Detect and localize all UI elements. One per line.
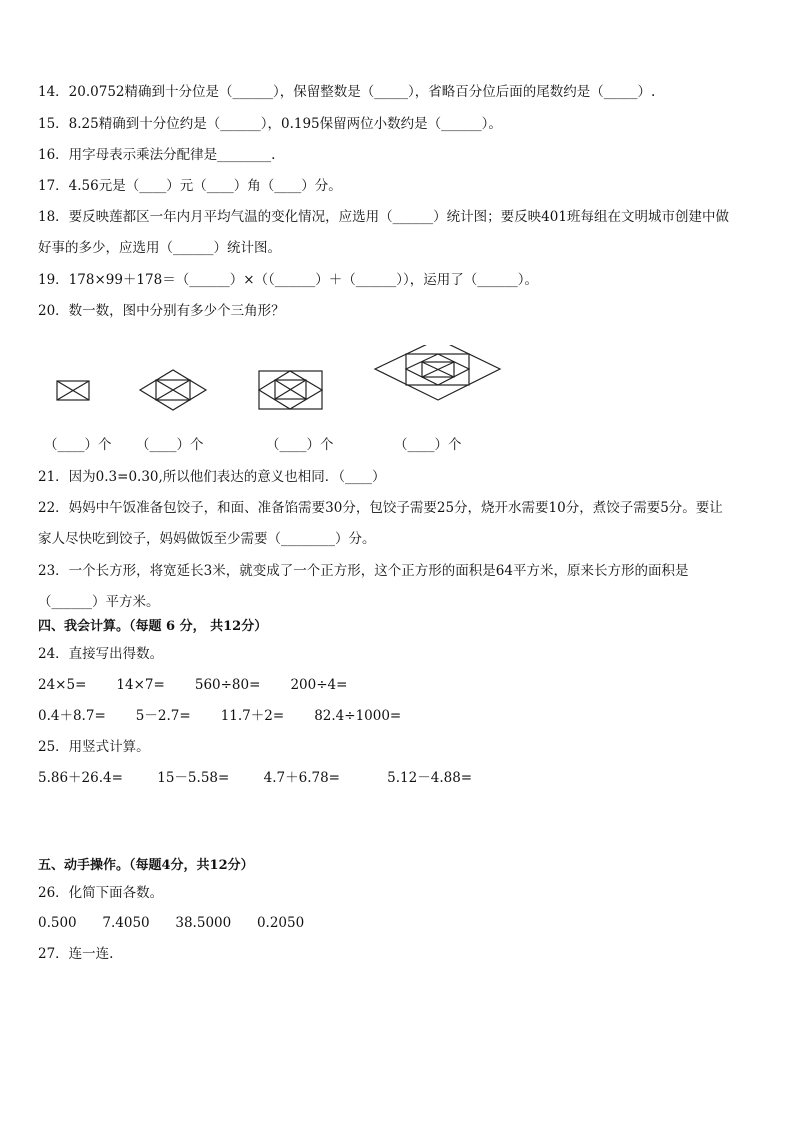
question-25: 25．用竖式计算。	[38, 739, 150, 755]
triangle-figures	[0, 345, 794, 420]
question-18-line-2: 好事的多少，应选用（______）统计图。	[38, 240, 281, 256]
figure-1-rectangle-x	[57, 381, 89, 400]
question-21: 21．因为0.3=0.30,所以他们表达的意义也相同．（____）	[38, 469, 386, 485]
figure-4-answer: （____）个	[394, 437, 462, 453]
figure-3-answer: （____）个	[266, 437, 334, 453]
figure-2-answer: （____）个	[136, 437, 204, 453]
question-27: 27．连一连.	[38, 946, 114, 962]
figure-1-answer: （____）个	[44, 437, 112, 453]
question-20: 20．数一数，图中分别有多少个三角形？	[38, 303, 285, 319]
question-26-row-1: 0.500 7.4050 38.5000 0.2050	[38, 915, 305, 931]
question-14: 14．20.0752精确到十分位是（______），保留整数是（_____），省略百分位后面的尾数约是（_____）.	[38, 84, 656, 100]
section-4-heading: 四、我会计算。（每题 6 分， 共12分）	[38, 619, 268, 634]
question-23-line-2: （______）平方米。	[38, 594, 160, 610]
question-16: 16．用字母表示乘法分配律是________.	[38, 147, 276, 163]
question-15: 15．8.25精确到十分位约是（______），0.195保留两位小数约是（______）。	[38, 116, 502, 132]
question-19: 19．178×99＋178＝（______）×（（______）＋（______）），运用了（______）。	[38, 272, 539, 288]
question-24-row-1: 24×5= 14×7= 560÷80= 200÷4=	[38, 677, 348, 693]
figure-4-nested	[375, 345, 500, 400]
question-24-row-2: 0.4＋8.7= 5－2.7= 11.7＋2= 82.4÷1000=	[38, 708, 402, 724]
question-22-line-2: 家人尽快吃到饺子，妈妈做饭至少需要（________）分。	[38, 531, 376, 547]
question-23-line-1: 23．一个长方形，将宽延长3米，就变成了一个正方形，这个正方形的面积是64平方米，原来长方形的面积是	[38, 563, 689, 579]
question-24: 24．直接写出得数。	[38, 646, 164, 662]
question-26: 26．化简下面各数。	[38, 885, 164, 901]
question-18-line-1: 18．要反映莲都区一年内月平均气温的变化情况，应选用（______）统计图；要反映401班每组在文明城市创建中做	[38, 209, 729, 225]
question-17: 17．4.56元是（____）元（____）角（____）分。	[38, 178, 342, 194]
question-22-line-1: 22．妈妈中午饭准备包饺子，和面、准备馅需要30分，包饺子需要25分，烧开水需要10分，煮饺子需要5分。要让	[38, 500, 723, 516]
question-25-row-1: 5.86＋26.4= 15－5.58= 4.7＋6.78= 5.12－4.88=	[38, 770, 473, 786]
section-5-heading: 五、动手操作。（每题4分，共12分）	[38, 858, 254, 873]
figure-2-rhombus	[140, 370, 206, 410]
figure-3-rect-rhombus	[259, 371, 322, 409]
